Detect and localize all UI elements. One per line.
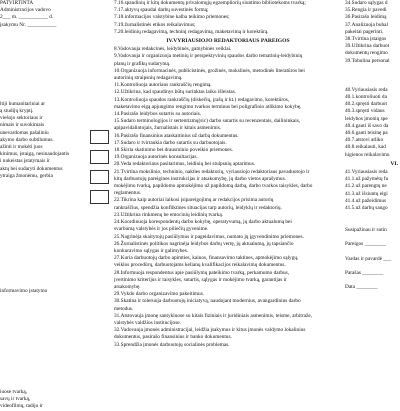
right-top-line: 34.Sudaro sąlygas d — [345, 0, 388, 6]
right-lower-line: Data ________ — [345, 284, 378, 291]
mid-body-line: 19.Organizuoja autorinės konsultacijas. — [114, 154, 198, 161]
mid-body-line: 11.Kontroliuoja autoriaus rankraščių rengimą. — [114, 82, 212, 89]
right-top-line: 39.Tobulina personal — [345, 57, 390, 64]
mid-body-line: maketavimo eigą apjungimo rengimo tvarkos terminus bei poligrafinio atlikimo kokybę. — [114, 103, 302, 110]
right-mid-line: leidybos įmonių spe — [345, 115, 388, 122]
right-top-line: dokumentų rengimo — [345, 50, 388, 57]
mid-body-line: 33.Sprendžia įmonės darbuotojų socialinės problemas. — [114, 341, 230, 348]
right-top-line: 37.Analizuoja buhal — [345, 21, 388, 28]
right-lower-line — [345, 212, 400, 219]
left-text-line — [0, 72, 108, 79]
mid-body-line: 30.Skatina ir toleruoja darbuotojų iniciatyvą, naudojant modernius, avangardinius darbo — [114, 298, 301, 305]
left-text-line — [0, 50, 108, 57]
checkbox-3 — [90, 170, 109, 184]
mid-body-line: 9.Vadovauja ir organizuoja metinių ir perspektyvinių spaudos darbo tematinių-leidybinių — [114, 53, 303, 60]
left-text-line — [0, 324, 108, 331]
left-text-line: savų ir tvarką, — [0, 396, 31, 403]
left-text-line — [0, 65, 108, 72]
left-text-line: ažinti ir mokėti juos — [0, 144, 43, 151]
section-title-vi: VI. — [390, 160, 398, 167]
checkbox-4 — [90, 190, 109, 204]
mid-body-line: autorinių straipsnių redagavimą. — [114, 75, 183, 82]
left-text-line — [0, 259, 108, 266]
left-text-line — [0, 331, 108, 338]
mid-body-line: 31.Atstovauja įmonę santykiuose su kitais fiziniais ir juridiniais asmenimis, teisme, arbitraže, — [114, 312, 313, 319]
right-top-line: 38.Tvirtina įstaigos — [345, 36, 387, 43]
mid-body-line: planų ir grafikų sudarymą. — [114, 60, 171, 67]
right-mid-line: 40.2.spręsti darbuot — [345, 101, 387, 108]
right-lower-line — [345, 277, 400, 284]
left-text-line — [0, 353, 108, 360]
mid-body-line: 17.Sudaro ir tvirtaukia darbo sutartis su darbuotojais. — [114, 139, 227, 146]
left-text-line: kinimus, įstaigą, nesinaudojantis — [0, 151, 70, 158]
left-text-line — [0, 382, 108, 389]
left-text-line: Administracijos vadovo — [0, 7, 51, 14]
right-lower-line — [345, 234, 400, 241]
left-text-line — [0, 216, 108, 223]
mid-body-line: atsakomybę. — [114, 283, 141, 290]
mid-top-line: 7.20.leidinių redagavimą, techninį redagavimą, maketavimą ir korektūrą. — [114, 28, 269, 35]
mid-body-line: mokėjimo tvarką, papildomo apmokėjimo už papildomą darbą, darbo tvarkos taisykles, darbo — [114, 183, 313, 190]
mid-body-line: reglamentus. — [114, 190, 142, 197]
right-top-line: 36.Pasirašo leidimą — [345, 14, 387, 21]
left-text-line: įsakymu Nr. ___________ — [0, 21, 57, 28]
mid-body-line: 24.Koordinuoja korespondentų darbo kokybę, operatyvumą, jų darbo aktualumą bei — [114, 219, 292, 226]
mid-body-line: 18.Skiria skatinimo bei drausminio poveikio priemones. — [114, 147, 234, 154]
right-mid-line: 40.8.reikalauti, kad — [345, 144, 386, 151]
right-lower-line: Pareigos ________ — [345, 241, 386, 248]
mid-top-line: 7.17.aktyvų spaudai darbų suvestinės formą; — [114, 7, 209, 14]
mid-body-line: kitų darbuotojų pareigines instrukcijas ir atsakomybę, jų darbo vietos aprašymus. — [114, 175, 286, 182]
left-text-line — [0, 295, 108, 302]
left-text-line — [0, 367, 108, 374]
mid-top-line: 7.18.informacijos valstybine kalba teikimo priemones; — [114, 14, 230, 21]
mid-body-line: 28.Informuoja respondentus apie pasiūlymų pateikimo tvarką, perkamumo darbus, — [114, 269, 290, 276]
mid-body-line: apipavidalintojais, žurnalistais ir kitais asmenimis. — [114, 125, 222, 132]
right-top-lines — [345, 0, 400, 65]
right-lower-line: 41.4.už pažeidimus — [345, 197, 387, 204]
mid-body-line: 10.Organizuoja informacinės, publicistinės, grožinės, mokslinės, metodinės literatūros bei — [114, 67, 305, 74]
mid-body-line: veiklos procedūrų, darbuotojams kelianų kvalifikacijos reikalavimų dokumentus. — [114, 262, 286, 269]
left-text-line — [0, 339, 108, 346]
right-lower-line: Susipažinau ir sutin — [345, 226, 387, 233]
left-text-line — [0, 252, 108, 259]
mid-body-line: metodus. — [114, 305, 134, 312]
left-text-line: viešojo sektoriaus ir — [0, 115, 43, 122]
right-lower-line: Parašas ________ — [345, 269, 384, 276]
section-title-iv: IV.VYRIAUSIOJO REDAKTORIAUS PAREIGOS — [166, 38, 290, 45]
right-top-line: 35.Rengia ir pavedi — [345, 7, 387, 14]
left-text-line — [0, 267, 108, 274]
right-lower-line: 41.2.už parengtų ne — [345, 183, 387, 190]
left-text-line: i nukeistas įstatymais ir — [0, 158, 50, 165]
checkbox-2 — [90, 150, 109, 164]
left-text-line: unevardomas pašaliniu — [0, 129, 49, 136]
left-column — [0, 0, 108, 411]
right-lower-line — [345, 219, 400, 226]
mid-body-line: įvertinimo kriterijus ir taisykles, sutartis, sąlygas ir mokėjimo tvarką, garantijas ir — [114, 276, 287, 283]
left-text-line — [0, 375, 108, 382]
right-column — [345, 0, 400, 292]
left-text-line — [0, 86, 108, 93]
right-lower-line — [345, 248, 400, 255]
left-text-line — [0, 58, 108, 65]
mid-top-line: 7.19.žurnalistinės etikos reikalavimus; — [114, 21, 196, 28]
mid-body-line: 8.Vadovauja redakcinės, leidybinės, gamybinės veiklai. — [114, 46, 232, 53]
mid-body-line: 25.Nagrinėja skaitytojų pasiūlymus ir pageidavimus, numato jų įgyvendinimo priemones. — [114, 233, 304, 240]
left-text-line — [0, 209, 108, 216]
left-text-line — [0, 223, 108, 230]
mid-body-line: 15.Sudaro terminologijos ir sertentizmų(sic) darbo sutartis su recenzentais, dailininkais, — [114, 118, 301, 125]
left-text-line: videofilmų, radijo ir — [0, 403, 43, 410]
mid-body-line: 29.Vykdo darbo organizavimo pakeitimus. — [114, 291, 205, 298]
left-text-line — [0, 79, 108, 86]
right-mid-line: 40.4.gauti iš savo da — [345, 122, 389, 129]
right-mid-line: 40.7.atstovi atliko — [345, 137, 384, 144]
left-text-line — [0, 29, 108, 36]
right-mid-line: 40.1.kontroliuoti da — [345, 94, 387, 101]
left-text-line — [0, 310, 108, 317]
mid-body-line: 22.Tikrina kaip autoriai laikosi įsipareigojimų ar redakcijos prisima autorių — [114, 197, 274, 204]
right-mid-line: 40.3.spręsti vidaus — [345, 108, 385, 115]
right-lower-line: 41.3.už išsiuntų elgi — [345, 190, 388, 197]
left-text-line: ytraiga žmonėmu, gerbia — [0, 172, 53, 179]
right-lower-line: Vardas ir pavardė ___ — [345, 255, 392, 262]
middle-column — [114, 0, 342, 349]
mid-body-line: 26.Žurnalistinės politikos nagrinėja leidybos darbų vertę, jų aktualumą, jų tapsiančio — [114, 240, 294, 247]
left-text-line — [0, 245, 108, 252]
left-text-line: akymo darbo subtilumus. — [0, 136, 54, 143]
left-text-line — [0, 346, 108, 353]
left-text-line: informavimo įstatymo — [0, 288, 48, 295]
right-top-line: pakeitai pagerinti. — [345, 28, 384, 35]
mid-body-line: dokumentus, pasirašo finansinius ir banko dokumentus. — [114, 334, 232, 341]
mid-body-line: 20.Veda redaktoriaus pasitarimus, leidinių bei stuipsnių aptarimus. — [114, 161, 256, 168]
mid-body-line: 14.Pasirašo leidybos sutartis su autoriais. — [114, 111, 202, 118]
right-mid-line: 40.6.gauti teisinę pa — [345, 130, 388, 137]
right-lower-line: 41.5.už darbų saugo — [345, 205, 388, 212]
left-text-line — [0, 238, 108, 245]
left-text-line: PATVIRTINTA — [0, 0, 34, 6]
left-text-line: nimais ir suvokimais — [0, 122, 45, 129]
right-mid-line: higienos reikalavimu — [345, 151, 390, 158]
right-lower-lines — [345, 169, 400, 291]
mid-body-lines — [114, 46, 342, 349]
left-text-line — [0, 94, 108, 101]
mid-body-line: 12.Užtikrina, kad spaudinys būtų surinktas laiku išleistas. — [114, 89, 236, 96]
mid-body-line: valstybės valdžios institucijose. — [114, 319, 181, 326]
checkbox-1 — [90, 130, 109, 144]
mid-body-line: rankraščius, spendžia konfliktines situacijas tarp autorių, leidyklų ir redaktorių. — [114, 204, 282, 211]
mid-body-line: 21.Tvirtina mokslinio, techninio, nakties redaktorių, vyriausiojo redaktoriaus pavaduotojo ir — [114, 168, 310, 175]
mid-body-line: 23.Užtikrina rinkmenų be emocinių leidinių tvarką. — [114, 211, 223, 218]
mid-body-line: 13.Kontroliuoja spaudos rankraščių (diskečių, įrašų ir kt.) redagavimo, korektūros, — [114, 96, 290, 103]
right-lower-line — [345, 263, 400, 270]
right-lower-line: 41.1.už pažymėtų fu — [345, 176, 389, 183]
left-text-line: aktų bei sudaryti dokumentus — [0, 165, 63, 172]
mid-body-line: konkuravimo sąlygas ir galimybes. — [114, 247, 189, 254]
left-text-line — [0, 360, 108, 367]
left-text-line — [0, 36, 108, 43]
left-text-line: 2___ m. ___________ d. — [0, 14, 54, 21]
mid-top-line: 7.16.spaudinių ir kitų dokumentų privalomųjų egzempliorių siuntimo bibliotekoms tvarką; — [114, 0, 306, 6]
mid-body-line: 16.Pasirašo finansinius ataskaitinius už darbą dokumentus. — [114, 132, 239, 139]
right-mid-lines — [345, 87, 400, 159]
left-text-line — [0, 274, 108, 281]
left-text-line — [0, 303, 108, 310]
left-text-line — [0, 43, 108, 50]
left-text-line: iuose tvarką, — [0, 388, 28, 395]
right-lower-line: 41.Vyriausiasis reda — [345, 169, 388, 176]
mid-body-line: 27.Kuria darbuotojų darbo apimties, kainos, finansavimo taktines, apmokėjimo sąlygų, — [114, 255, 299, 262]
left-text-line: ą studijų kryptį. — [0, 108, 34, 115]
right-mid-line: 40.Vyriausiasis reda — [345, 86, 388, 93]
left-text-line: ltiji humanitariniai ar — [0, 100, 46, 107]
mid-top-lines — [114, 0, 342, 36]
mid-body-line: 32.Vadovauja įmonės administracijai, leidžia įsakymus ir kitus įmonės valdymo lokalinius — [114, 327, 306, 334]
left-text-line — [0, 317, 108, 324]
left-text-line — [0, 231, 108, 238]
mid-body-line: svarbumą valstybės ir jos piliečių gyvenime. — [114, 226, 209, 233]
right-top-line: 39.Užtikrina darbuot — [345, 43, 390, 50]
